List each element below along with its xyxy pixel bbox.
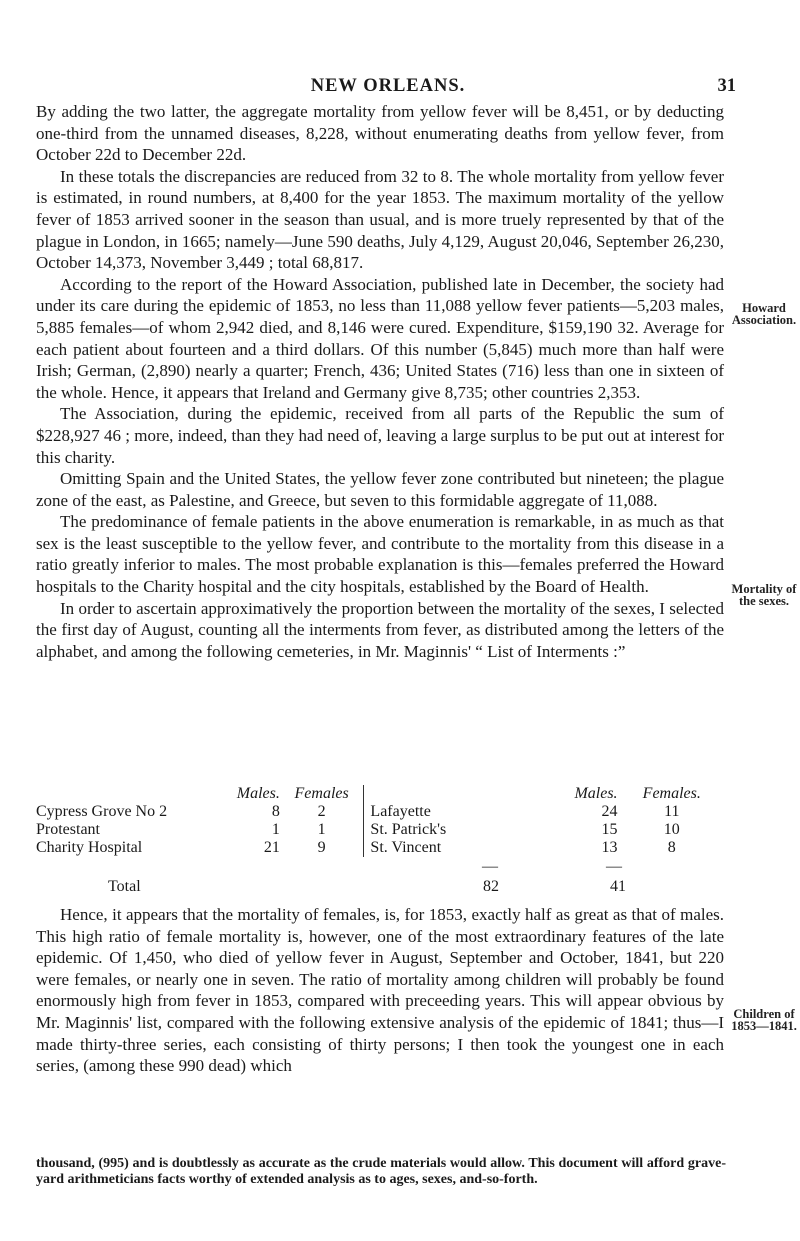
header-males-right: Males. [574, 785, 618, 802]
paragraph-3: According to the report of the Howard Association, published late in December, the society had under its care during the epidemic of 1853, no less than 11,088 yellow fever patients—5,203 males, 5,885 females—of whom 2,942 died, and 8,146 were cured. Expenditure, $159,190 32. Average for each patient about fourteen and a third dollars. Of this number (5,845) much more than half were Irish; German, (2,890) nearly a quarter; French, 436; United States (716) less than one in sixteen of the whole. Hence, it appears that Ireland and Germany give 8,735; other countries 2,353. [36, 274, 724, 402]
header-females-right: Females. [642, 785, 701, 802]
running-head: NEW ORLEANS. [310, 76, 466, 96]
females-count: 1 [317, 821, 326, 838]
body-text-top [36, 101, 724, 662]
table-row [36, 803, 726, 821]
paragraph-7: In order to ascertain approximatively the proportion between the mortality of the sexes, I selected the first day of August, counting all the interments from fever, as distributed among the letters of the alphabet, and among the following cemeteries, in Mr. Maginnis' “ List of Interments :” [36, 598, 724, 661]
females-count: 10 [663, 821, 680, 838]
margin-note-howard: Howard Association. [731, 301, 797, 327]
header-males-left: Males. [236, 785, 280, 802]
females-count: 9 [317, 839, 326, 856]
total-males: 82 [483, 878, 499, 895]
cemetery-name: Cypress Grove No 2 [36, 803, 168, 820]
paragraph-5: Omitting Spain and the United States, the yellow fever zone contributed but nineteen; the plague zone of the east, as Palestine, and Greece, but seven to this formidable aggregate of 11,088. [36, 469, 724, 510]
continuation-text: thousand, (995) and is doubtlessly as accurate as the crude materials would allow. This document will afford grave-yard arithmeticians facts worthy of extended analysis as to ages, sexes, and-so-forth. [36, 1156, 726, 1187]
total-rule-females: — [606, 858, 622, 875]
cemetery-name: St. Patrick's [364, 821, 575, 839]
cemetery-name: Lafayette [364, 803, 575, 821]
males-count: 1 [271, 821, 280, 838]
margin-note-mortality: Mortality of the sexes. [731, 582, 797, 608]
males-count: 15 [601, 821, 618, 838]
total-rule-males: — [482, 858, 498, 875]
cemetery-name: Protestant [36, 821, 100, 838]
females-count: 2 [317, 803, 326, 820]
cemetery-name: Charity Hospital [36, 839, 143, 856]
margin-note-children: Children of 1853—1841. [731, 1007, 797, 1033]
page-number: 31 [717, 76, 736, 96]
males-count: 21 [263, 839, 280, 856]
paragraph-6: The predominance of female patients in the above enumeration is remarkable, in as much as that sex is the least susceptible to the yellow fever, and contribute to the mortality from this disease in a ratio greatly inferior to males. The most probable explanation is this—females preferred the Howard hospitals to the Charity hospital and the city hospitals, established by the Board of Health. [36, 512, 724, 597]
paragraph-1: By adding the two latter, the aggregate mortality from yellow fever will be 8,451, or by deducting one-third from the unnamed diseases, 8,228, without enumerating deaths from yellow fever, from October 22d to December 22d. [36, 102, 724, 165]
paragraph-2: In these totals the discrepancies are reduced from 32 to 8. The whole mortality from yellow fever is estimated, in round numbers, at 8,400 for the year 1853. The maximum mortality of the yellow fever of 1853 arrived sooner in the season than usual, and is more truely represented by that of the plague in London, in 1665; namely—June 590 deaths, July 4,129, August 20,046, September 26,230, October 14,373, November 3,449 ; total 68,817. [36, 166, 724, 273]
header-females-left: Females [294, 785, 349, 802]
body-text-bottom [36, 904, 724, 1077]
females-count: 11 [664, 803, 680, 820]
males-count: 8 [271, 803, 280, 820]
paragraph-4: The Association, during the epidemic, received from all parts of the Republic the sum of $228,927 46 ; more, indeed, than they had need of, leaving a large surplus to be put out at interest for this charity. [36, 404, 725, 467]
males-count: 24 [601, 803, 618, 820]
females-count: 8 [667, 839, 676, 856]
cemetery-table [36, 785, 726, 857]
total-females: 41 [610, 878, 626, 895]
paragraph-8: Hence, it appears that the mortality of females, is, for 1853, exactly half as great as that of males. This high ratio of female mortality is, however, one of the most extraordinary features of the late epidemic. Of 1,450, who died of yellow fever in August, September and October, 1841, but 220 were females, or nearly one in seven. The ratio of mortality among children will probably be found enormously high from fever in 1853, compared with preceeding years. This will appear obvious by Mr. Maginnis' list, compared with the following extensive analysis of the epidemic of 1841; thus—I made thirty-three series, each consisting of thirty persons; I then took the youngest one in each series, (among these 990 dead) which [36, 905, 724, 1076]
table-row [36, 839, 726, 857]
table-row [36, 821, 726, 839]
cemetery-name: St. Vincent [364, 839, 575, 857]
table-header-row [36, 785, 726, 803]
total-label: Total [108, 878, 141, 895]
males-count: 13 [601, 839, 618, 856]
